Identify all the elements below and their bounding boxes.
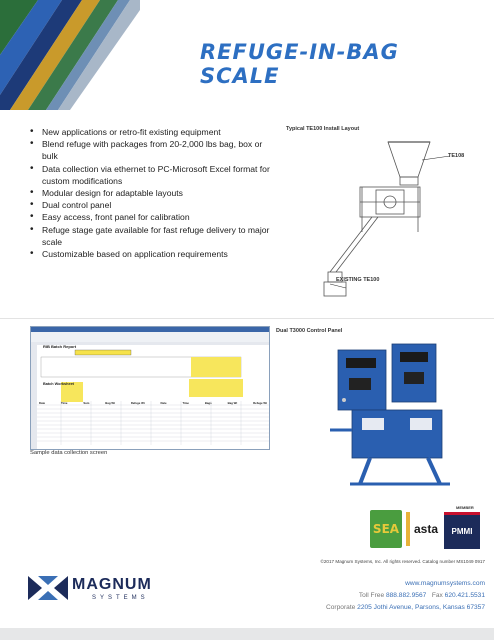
column-header: Time	[60, 401, 68, 405]
brand-tagline: SYSTEMS	[92, 595, 149, 601]
feature-list	[30, 126, 270, 260]
install-label-top: TE108	[448, 153, 465, 159]
tollfree-value: 888.882.9567	[385, 592, 427, 599]
asta-logo: asta	[406, 512, 442, 546]
list-item: • Modular design for adaptable layouts	[30, 187, 270, 199]
section-divider	[0, 318, 494, 319]
column-header: Sum	[83, 401, 90, 405]
spreadsheet-column-headers	[39, 401, 267, 405]
column-header: Bags	[204, 401, 212, 405]
copyright-text: ©2017 Magnum Systems, Inc. All rights reserved. Catalog number MS1049 0917	[320, 559, 485, 564]
magnum-logo-icon	[28, 576, 68, 600]
install-label-bottom: EXISTING TE100	[336, 277, 380, 283]
install-layout-caption: Typical TE100 Install Layout	[286, 126, 360, 132]
list-item: • New applications or retro-fit existing equipment	[30, 126, 270, 138]
member-label: MEMBER	[456, 505, 474, 510]
phone-line	[280, 592, 485, 599]
decorative-stripes	[0, 0, 140, 110]
list-item: • Easy access, front panel for calibration	[30, 211, 270, 223]
brand-name: MAGNUM	[72, 576, 152, 593]
column-header: Date	[160, 401, 167, 405]
pmmi-logo: PMMI	[444, 512, 480, 549]
spreadsheet-caption: Sample data collection screen	[30, 450, 108, 456]
control-panel-caption: Dual T3000 Control Panel	[276, 328, 343, 334]
tollfree-label: Toll Free	[358, 592, 385, 599]
column-header: Bag Wt	[105, 401, 115, 405]
seed-association-logo: SEA	[370, 510, 402, 548]
page-title: REFUGE-IN-BAG SCALE	[200, 40, 399, 88]
fax-value: 620.421.5531	[444, 592, 485, 599]
corporate-value: 2205 Jothi Avenue, Parsons, Kansas 67357	[357, 604, 485, 611]
column-header: Refuge Wt	[253, 401, 267, 405]
column-header: Bag Wt	[227, 401, 238, 405]
list-item: • Blend refuge with packages from 20-2,000 lbs bag, box or bulk	[30, 138, 270, 162]
website-link[interactable]: www.magnumsystems.com	[405, 580, 485, 587]
list-item: • Refuge stage gate available for fast refuge delivery to major scale	[30, 224, 270, 248]
list-item: • Dual control panel	[30, 199, 270, 211]
column-header: Refuge Wt	[130, 401, 145, 405]
control-panel-image	[300, 338, 480, 488]
list-item: • Customizable based on application requirements	[30, 248, 270, 260]
spreadsheet-subheading: Batch Worksheet	[43, 382, 74, 386]
list-item: • Data collection via ethernet to PC-Microsoft Excel format for custom modifications	[30, 163, 270, 187]
column-header: Date	[39, 401, 46, 405]
spreadsheet-screenshot	[30, 326, 270, 450]
footer-bar	[0, 628, 494, 640]
column-header: Time	[182, 401, 189, 405]
spreadsheet-heading: RIB Batch Report	[43, 344, 77, 349]
corporate-label: Corporate	[326, 604, 356, 611]
fax-label: Fax	[431, 592, 443, 599]
address-line	[280, 604, 485, 611]
